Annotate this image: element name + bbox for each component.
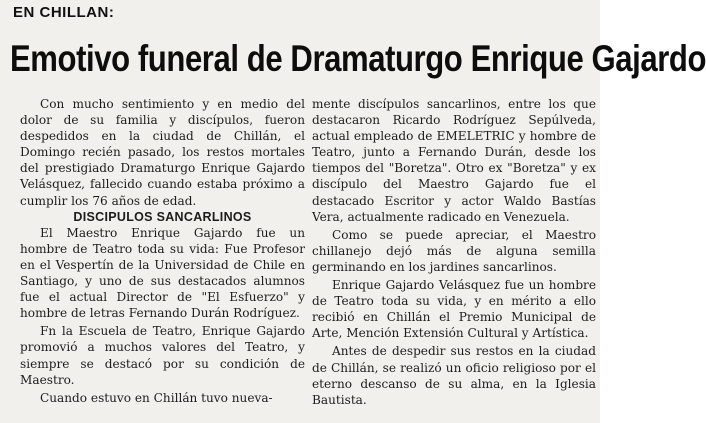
paragraph: Antes de despedir sus restos en la ciudad de Chillán, se realizó un oficio religioso por el eterno descanso de su alma, en la Iglesia Bautista. xyxy=(312,344,596,407)
paragraph: Enrique Gajardo Velásquez fue un hombre de Teatro toda su vida, y en mérito a ello recibió en Chillán el Premio Municipal de Arte, Mención Extensión Cultural y Artística. xyxy=(312,278,596,341)
paragraph: mente discípulos sancarlinos, entre los que destacaron Ricardo Rodríguez Sepúlveda, actual empleado de EMELETRIC y hombre de Teatro, junto a Fernando Durán, desde los tiempos del "Boretza". Otro ex "Boretza" y ex discípulo del Maestro Gajardo fue el destacado Escritor y actor Waldo Bastías Vera, actualmente radicado en Venezuela. xyxy=(312,97,596,224)
article-column-left xyxy=(20,96,305,406)
subheading: DISCIPULOS SANCARLINOS xyxy=(73,209,252,224)
article-column-right xyxy=(312,96,596,408)
kicker: EN CHILLAN: xyxy=(13,4,115,21)
paragraph: Cuando estuvo en Chillán tuvo nueva- xyxy=(40,390,273,405)
paragraph: El Maestro Enrique Gajardo fue un hombre de Teatro toda su vida: Fue Profesor en el Vespertín de la Universidad de Chile en Santiago, y uno de sus destacados alumnos fue el actual Director de "El Esfuerzo" y hombre de letras Fernando Durán Rodríguez. xyxy=(20,225,305,321)
paragraph: Como se puede apreciar, el Maestro chillanejo dejó más de alguna semilla germinando en los jardines sancarlinos. xyxy=(312,227,596,274)
headline: Emotivo funeral de Dramaturgo Enrique Gajardo xyxy=(10,38,706,79)
paragraph: Con mucho sentimiento y en medio del dolor de su familia y discípulos, fueron despedidos en la ciudad de Chillán, el Domingo recién pasado, los restos mortales del prestigiado Dramaturgo Enrique Gajardo Velásquez, fallecido cuando estaba próximo a cumplir los 76 años de edad. xyxy=(20,97,305,208)
paragraph: Fn la Escuela de Teatro, Enrique Gajardo promovió a muchos valores del Teatro, y siempre se destacó por su condición de Maestro. xyxy=(20,324,305,387)
